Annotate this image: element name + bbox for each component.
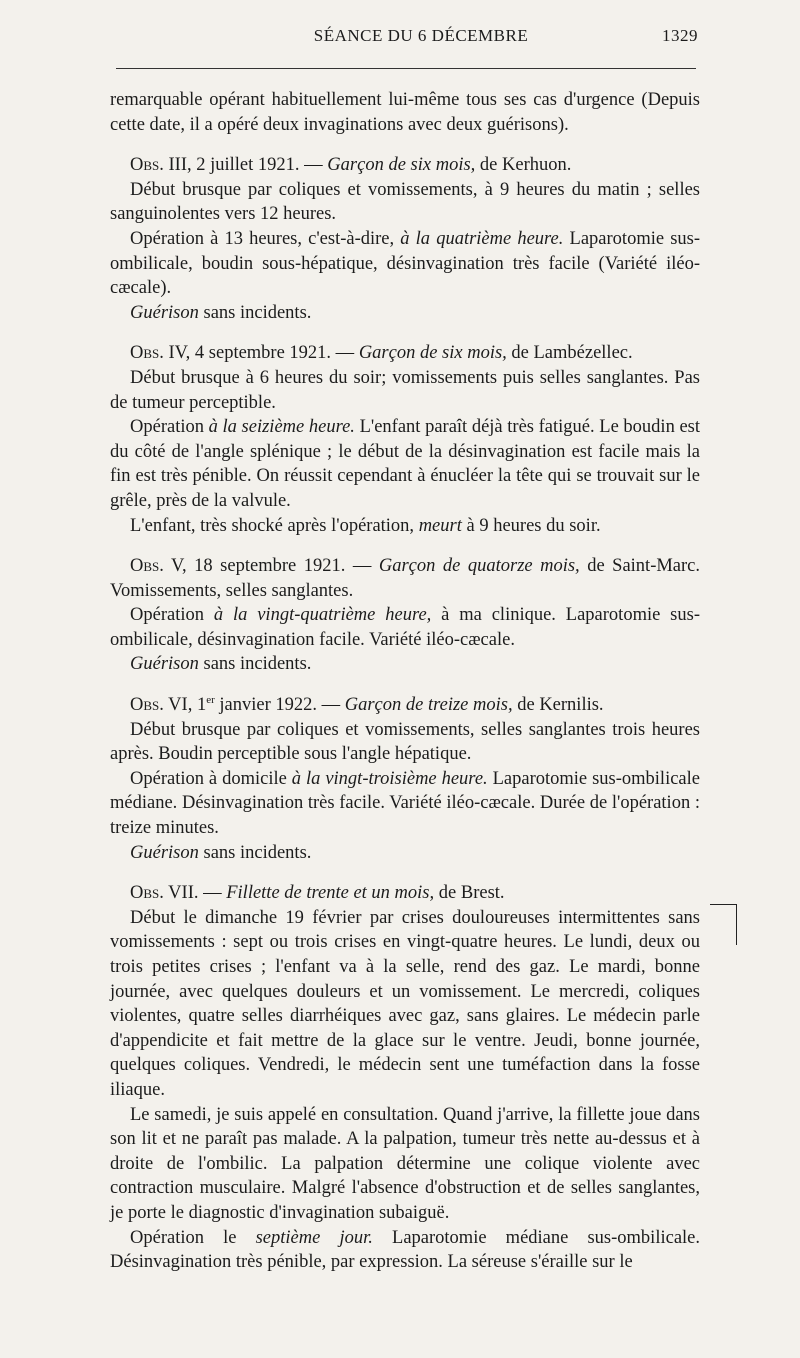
obs-date: 2 juillet 1921. — bbox=[191, 155, 328, 176]
margin-bracket-mark bbox=[710, 904, 737, 945]
obs-place: de Kerhuon. bbox=[475, 155, 572, 176]
obs-patient: Garçon de treize mois, bbox=[344, 695, 513, 716]
obs-date: janvier 1922. — bbox=[214, 695, 345, 716]
obs-date-sup: er bbox=[206, 693, 215, 706]
text-run: à ma clinique. Laparotomie sus-ombilicale, désinvagination facile. Variété iléo-cæcale. bbox=[110, 605, 700, 650]
obs-date: 1 bbox=[192, 695, 207, 716]
italic-run: à la quatrième heure. bbox=[400, 228, 564, 249]
header-rule bbox=[116, 68, 696, 69]
italic-run: Guérison bbox=[130, 654, 199, 675]
obs-place: de Lambézellec. bbox=[506, 343, 633, 364]
paragraph: remarquable opérant habituellement lui-même tous ses cas d'urgence (Depuis cette date, il a opéré deux invaginations avec deux guérisons). bbox=[110, 90, 700, 135]
text-run: Opération à 13 heures, c'est-à-dire, bbox=[130, 228, 401, 249]
text-run: Opération le bbox=[130, 1227, 256, 1248]
italic-run: meurt bbox=[418, 515, 462, 536]
paragraph: Début le dimanche 19 février par crises douloureuses intermittentes sans vomissements : sept ou trois crises en vingt-quatre heures. Le lundi, deux ou trois petites crises ; l'enfant va à la selle, rend des gaz. Le mardi, bonne journée, avec quelques douleurs et un vomissement. Le mercredi, coliques violentes, quatre selles diarrhéiques avec gaz, sans glaires. Le médecin parle d'appendicite et fait mettre de la glace sur le ventre. Jeudi, bonne journée, quelques coliques. Vendredi, le médecin sent une tuméfaction dans la fosse iliaque. bbox=[110, 907, 700, 1100]
obs-patient: Garçon de six mois, bbox=[327, 155, 476, 176]
italic-run: Guérison bbox=[130, 842, 199, 863]
page-number: 1329 bbox=[662, 26, 698, 45]
obs-label: Obs. V, bbox=[130, 556, 187, 577]
paragraph: Début brusque par coliques et vomissements, selles sanglantes trois heures après. Boudin perceptible sous l'angle hépatique. bbox=[110, 719, 700, 765]
paragraph bbox=[110, 603, 700, 652]
paragraph bbox=[110, 227, 700, 301]
obs-label: Obs. IV, bbox=[130, 343, 191, 364]
italic-run: à la seizième heure. bbox=[208, 417, 355, 438]
paragraph: Le samedi, je suis appelé en consultation. Quand j'arrive, la fillette joue dans son lit et ne paraît pas malade. A la palpation, tumeur très nette au-dessus et à droite de l'ombilic. La palpation détermine une colique violente avec contraction musculaire. Malgré l'absence d'obstruction et de selles sanglantes, je porte le diagnostic d'invagination subaiguë. bbox=[110, 1104, 700, 1223]
page-title: SÉANCE DU 6 DÉCEMBRE bbox=[313, 26, 529, 45]
obs-place: de Saint-Marc. Vomissements, selles sanglantes. bbox=[110, 556, 701, 601]
page-body bbox=[110, 88, 700, 1275]
paragraph bbox=[110, 652, 700, 677]
text-run: Opération à domicile bbox=[130, 768, 292, 789]
observation-heading bbox=[110, 341, 700, 366]
observation-heading bbox=[110, 881, 700, 906]
text-run: sans incidents. bbox=[198, 302, 312, 323]
observation-heading bbox=[110, 693, 700, 718]
paragraph bbox=[110, 1226, 700, 1275]
obs-place: de Brest. bbox=[434, 883, 505, 904]
italic-run: septième jour. bbox=[255, 1227, 373, 1248]
observation-heading bbox=[110, 153, 700, 178]
obs-date: 18 septembre 1921. — bbox=[186, 556, 379, 577]
obs-patient: Garçon de six mois, bbox=[358, 343, 507, 364]
paragraph: Début brusque à 6 heures du soir; vomissements puis selles sanglantes. Pas de tumeur perceptible. bbox=[110, 367, 700, 413]
obs-label: Obs. VII. bbox=[130, 883, 199, 904]
paragraph bbox=[110, 301, 700, 326]
text-run: Opération bbox=[130, 605, 214, 626]
obs-date: — bbox=[198, 883, 227, 904]
text-run: L'enfant paraît déjà très fatigué. Le boudin est du côté de l'angle splénique ; le début de la désinvagination est facile mais la fin est très pénible. On réussit cependant à énucléer la tête qui se trouvait sur le grêle, près de la valvule. bbox=[110, 417, 701, 511]
italic-run: à la vingt-troisième heure. bbox=[291, 768, 488, 789]
obs-patient: Fillette de trente et un mois, bbox=[226, 883, 435, 904]
obs-label: Obs. III, bbox=[130, 155, 192, 176]
paragraph bbox=[110, 841, 700, 866]
text-run: sans incidents. bbox=[198, 654, 312, 675]
observation-heading bbox=[110, 554, 700, 603]
text-run: Laparotomie sus-ombilicale, boudin sous-hépatique, désinvagination très facile (Variété iléo-cæcale). bbox=[110, 228, 700, 299]
obs-place: de Kernilis. bbox=[512, 695, 604, 716]
running-header bbox=[110, 26, 698, 46]
text-run: L'enfant, très shocké après l'opération, bbox=[130, 515, 419, 536]
obs-date: 4 septembre 1921. — bbox=[190, 343, 359, 364]
paragraph bbox=[110, 415, 700, 513]
obs-label: Obs. VI, bbox=[130, 695, 193, 716]
text-run: à 9 heures du soir. bbox=[461, 515, 601, 536]
text-run: sans incidents. bbox=[198, 842, 312, 863]
paragraph: Début brusque par coliques et vomissements, à 9 heures du matin ; selles sanguinolentes vers 12 heures. bbox=[110, 179, 700, 225]
obs-patient: Garçon de quatorze mois, bbox=[378, 556, 580, 577]
italic-run: à la vingt-quatrième heure, bbox=[213, 605, 432, 626]
text-run: Laparotomie médiane sus-ombilicale. Désinvagination très pénible, par expression. La séreuse s'éraille sur le bbox=[110, 1227, 700, 1273]
paragraph bbox=[110, 767, 700, 841]
text-run: Opération bbox=[130, 417, 209, 438]
paragraph bbox=[110, 514, 700, 539]
text-run: Laparotomie sus-ombilicale médiane. Désinvagination très facile. Variété iléo-cæcale. Durée de l'opération : treize minutes. bbox=[110, 768, 700, 839]
italic-run: Guérison bbox=[130, 302, 199, 323]
